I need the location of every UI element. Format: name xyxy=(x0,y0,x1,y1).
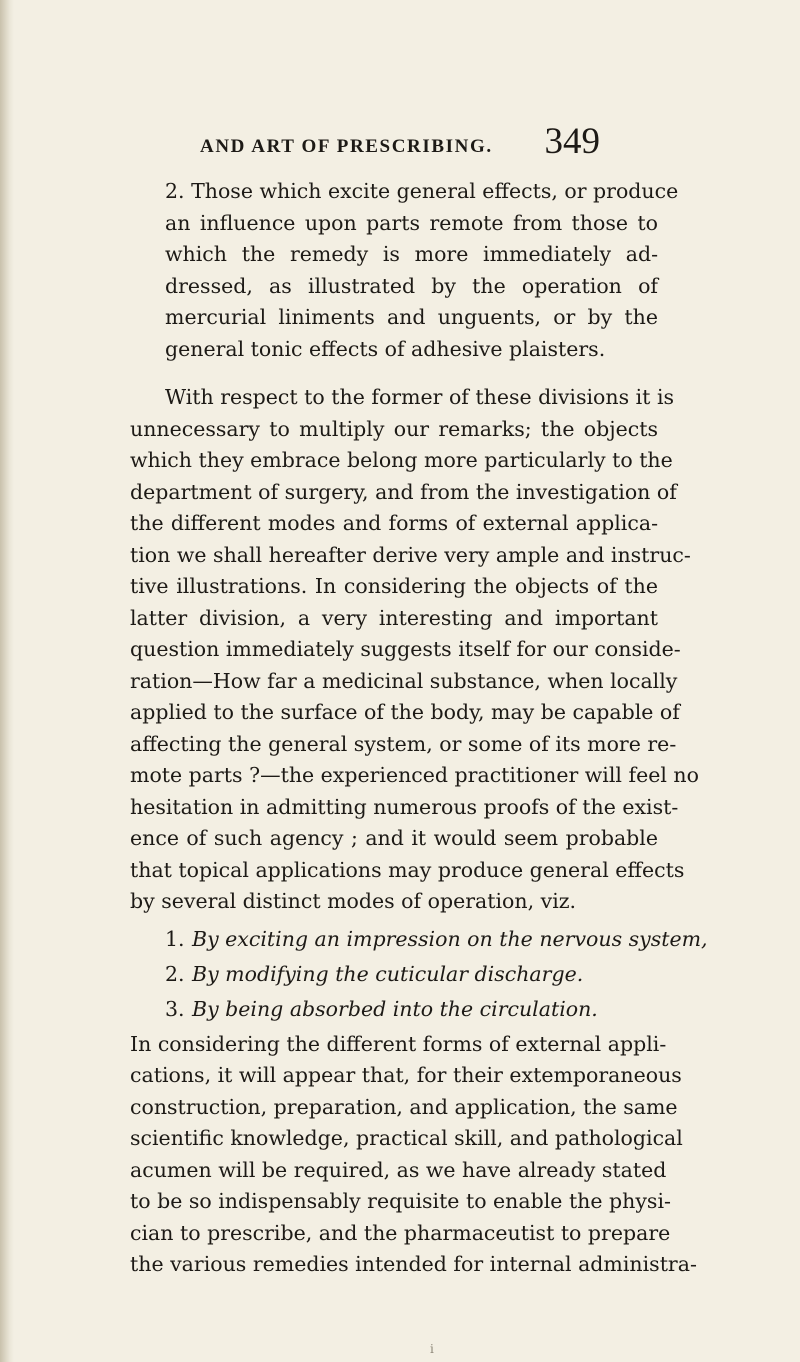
list-item xyxy=(130,957,658,992)
text-line: tion we shall hereafter derive very ample and instruc- xyxy=(130,542,691,567)
running-head xyxy=(200,120,600,164)
text-line: affecting the general system, or some of its more re- xyxy=(130,731,677,756)
text-line: that topical applications may produce general effects xyxy=(130,857,685,882)
text-line: In considering the different forms of external appli- xyxy=(130,1031,667,1056)
text-line: tive illustrations. In considering the objects of the xyxy=(130,574,658,598)
text-line: construction, preparation, and application, the same xyxy=(130,1094,678,1119)
page-number: 349 xyxy=(544,121,600,162)
text-line: cian to prescribe, and the pharmaceutist to prepare xyxy=(130,1220,671,1245)
paragraph-numbered-2 xyxy=(130,176,679,365)
list-item-text: By exciting an impression on the nervous system, xyxy=(192,926,708,951)
running-title: AND ART OF PRESCRIBING. xyxy=(200,136,493,157)
line-text: Those which excite general effects, or produce xyxy=(191,179,679,203)
modes-of-operation-list xyxy=(130,922,708,1027)
text-line: which they embrace belong more particularly to the xyxy=(130,448,673,472)
text-line: scientific knowledge, practical skill, and pathological xyxy=(130,1126,683,1150)
text-line: acumen will be required, as we have already stated xyxy=(130,1157,667,1182)
text-line: unnecessary to multiply our remarks; the objects xyxy=(130,416,658,441)
list-item-number: 2. xyxy=(165,961,185,986)
text-line: With respect to the former of these divisions it is xyxy=(165,385,675,409)
text-line: dressed, as illustrated by the operation of xyxy=(165,273,658,298)
text-line: latter division, a very interesting and important xyxy=(130,605,658,630)
text-line: mercurial liniments and unguents, or by the xyxy=(165,305,658,329)
list-item xyxy=(130,992,658,1027)
text-line: which the remedy is more immediately ad- xyxy=(165,242,658,266)
list-item-number: 1. xyxy=(165,926,185,951)
paragraph-external-applications xyxy=(130,1029,697,1281)
text-line: hesitation in admitting numerous proofs of the exist- xyxy=(130,794,679,819)
paragraph-number: 2. xyxy=(165,179,185,203)
text-line: cations, it will appear that, for their extemporaneous xyxy=(130,1063,682,1087)
text-line: an influence upon parts remote from those to xyxy=(165,210,658,235)
text-line: mote parts ?—the experienced practitioner will feel no xyxy=(130,763,699,787)
text-line: question immediately suggests itself for our conside- xyxy=(130,637,681,661)
text-line: ence of such agency ; and it would seem probable xyxy=(130,826,658,850)
list-item-text: By modifying the cuticular discharge. xyxy=(192,961,584,986)
text-line: the various remedies intended for internal administra- xyxy=(130,1252,697,1276)
text-line: applied to the surface of the body, may be capable of xyxy=(130,700,680,724)
list-item-text: By being absorbed into the circulation. xyxy=(192,996,598,1021)
list-item-number: 3. xyxy=(165,996,185,1021)
text-line: ration—How far a medicinal substance, when locally xyxy=(130,668,678,693)
text-line: general tonic effects of adhesive plaisters. xyxy=(165,336,606,361)
text-line: department of surgery, and from the investigation of xyxy=(130,479,677,504)
paragraph-divisions xyxy=(130,382,699,918)
text-line xyxy=(165,176,679,208)
text-line: by several distinct modes of operation, viz. xyxy=(130,889,577,913)
text-line: to be so indispensably requisite to enable the physi- xyxy=(130,1189,671,1213)
list-item xyxy=(130,922,708,957)
body-text xyxy=(130,176,708,1281)
footer-mark: i xyxy=(430,1342,434,1356)
text-line: the different modes and forms of external applica- xyxy=(130,511,658,535)
